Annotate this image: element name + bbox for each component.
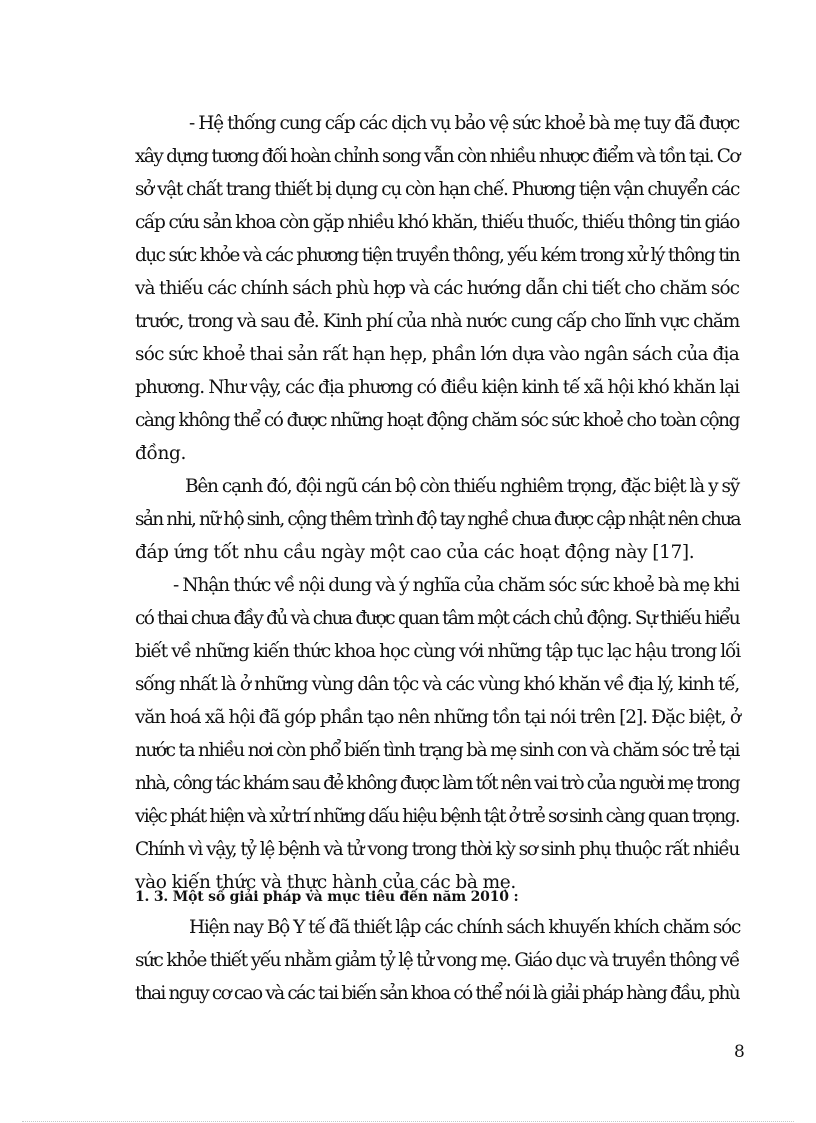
paragraph-line: cấp cứu sản khoa còn gặp nhiều khó khăn, thiếu thuốc, thiếu thông tin giáo	[135, 212, 739, 233]
paragraph-line: thai nguy cơ cao và các tai biến sản khoa có thể nói là giải pháp hàng đầu, phù	[135, 983, 739, 1004]
page-bottom-rule	[22, 1121, 794, 1122]
paragraph-line: sóc sức khoẻ thai sản rất hạn hẹp, phần lớn dựa vào ngân sách của địa	[135, 344, 739, 365]
paragraph-line: nhà, công tác khám sau đẻ không được làm tốt nên vai trò của người mẹ trong	[135, 773, 739, 794]
paragraph-line: phương. Như vậy, các địa phương có điều kiện kinh tế xã hội khó khăn lại	[135, 377, 739, 398]
paragraph-line: sở vật chất trang thiết bị dụng cụ còn hạn chế. Phương tiện vận chuyển các	[135, 179, 739, 200]
paragraph-line: có thai chưa đầy đủ và chưa được quan tâm một cách chủ động. Sự thiếu hiểu	[135, 608, 739, 629]
paragraph-line: Hiện nay Bộ Y tế đã thiết lập các chính sách khuyến khích chăm sóc	[189, 917, 741, 938]
paragraph-line: và thiếu các chính sách phù hợp và các hướng dẫn chi tiết cho chăm sóc	[135, 278, 740, 299]
paragraph-line: sức khỏe thiết yếu nhằm giảm tỷ lệ tử vong mẹ. Giáo dục và truyền thông về	[135, 950, 739, 971]
paragraph-line: trước, trong và sau đẻ. Kinh phí của nhà nước cung cấp cho lĩnh vực chăm	[135, 311, 739, 332]
paragraph-line: biết về những kiến thức khoa học cùng với những tập tục lạc hậu trong lối	[135, 641, 740, 662]
paragraph-line: xây dựng tương đối hoàn chỉnh song vẫn còn nhiều nhược điểm và tồn tại. Cơ	[135, 146, 739, 167]
paragraph-line: vào kiến thức và thực hành của các bà mẹ.	[135, 872, 516, 893]
paragraph-line: nước ta nhiều nơi còn phổ biến tình trạng bà mẹ sinh con và chăm sóc trẻ tại	[135, 740, 739, 761]
paragraph-line: sản nhi, nữ hộ sinh, cộng thêm trình độ tay nghề chưa được cập nhật nên chưa	[135, 509, 740, 530]
paragraph-line: dục sức khỏe và các phương tiện truyền thông, yếu kém trong xử lý thông tin	[135, 245, 739, 266]
paragraph-line: đáp ứng tốt nhu cầu ngày một cao của các hoạt động này [17].	[135, 542, 695, 563]
paragraph-line: việc phát hiện và xử trí những dấu hiệu bệnh tật ở trẻ sơ sinh càng quan trọng.	[135, 806, 739, 827]
paragraph-line: càng không thể có được những hoạt động chăm sóc sức khoẻ cho toàn cộng	[135, 410, 739, 431]
section-heading: 1. 3. Một số giải pháp và mục tiêu đến năm 2010 :	[135, 889, 519, 905]
paragraph-line: - Hệ thống cung cấp các dịch vụ bảo vệ sức khoẻ bà mẹ tuy đã được	[189, 113, 739, 134]
page-number: 8	[734, 1042, 745, 1062]
paragraph-line: - Nhận thức về nội dung và ý nghĩa của chăm sóc sức khoẻ bà mẹ khi	[173, 575, 739, 596]
paragraph-line: Chính vì vậy, tỷ lệ bệnh và tử vong trong thời kỳ sơ sinh phụ thuộc rất nhiều	[135, 839, 739, 860]
paragraph-line: Bên cạnh đó, đội ngũ cán bộ còn thiếu nghiêm trọng, đặc biệt là y sỹ	[185, 476, 739, 497]
paragraph-line: văn hoá xã hội đã góp phần tạo nên những tồn tại nói trên [2]. Đặc biệt, ở	[135, 707, 740, 728]
paragraph-line: sống nhất là ở những vùng dân tộc và các vùng khó khăn về địa lý, kinh tế,	[135, 674, 739, 695]
paragraph-line: đồng.	[135, 443, 187, 464]
